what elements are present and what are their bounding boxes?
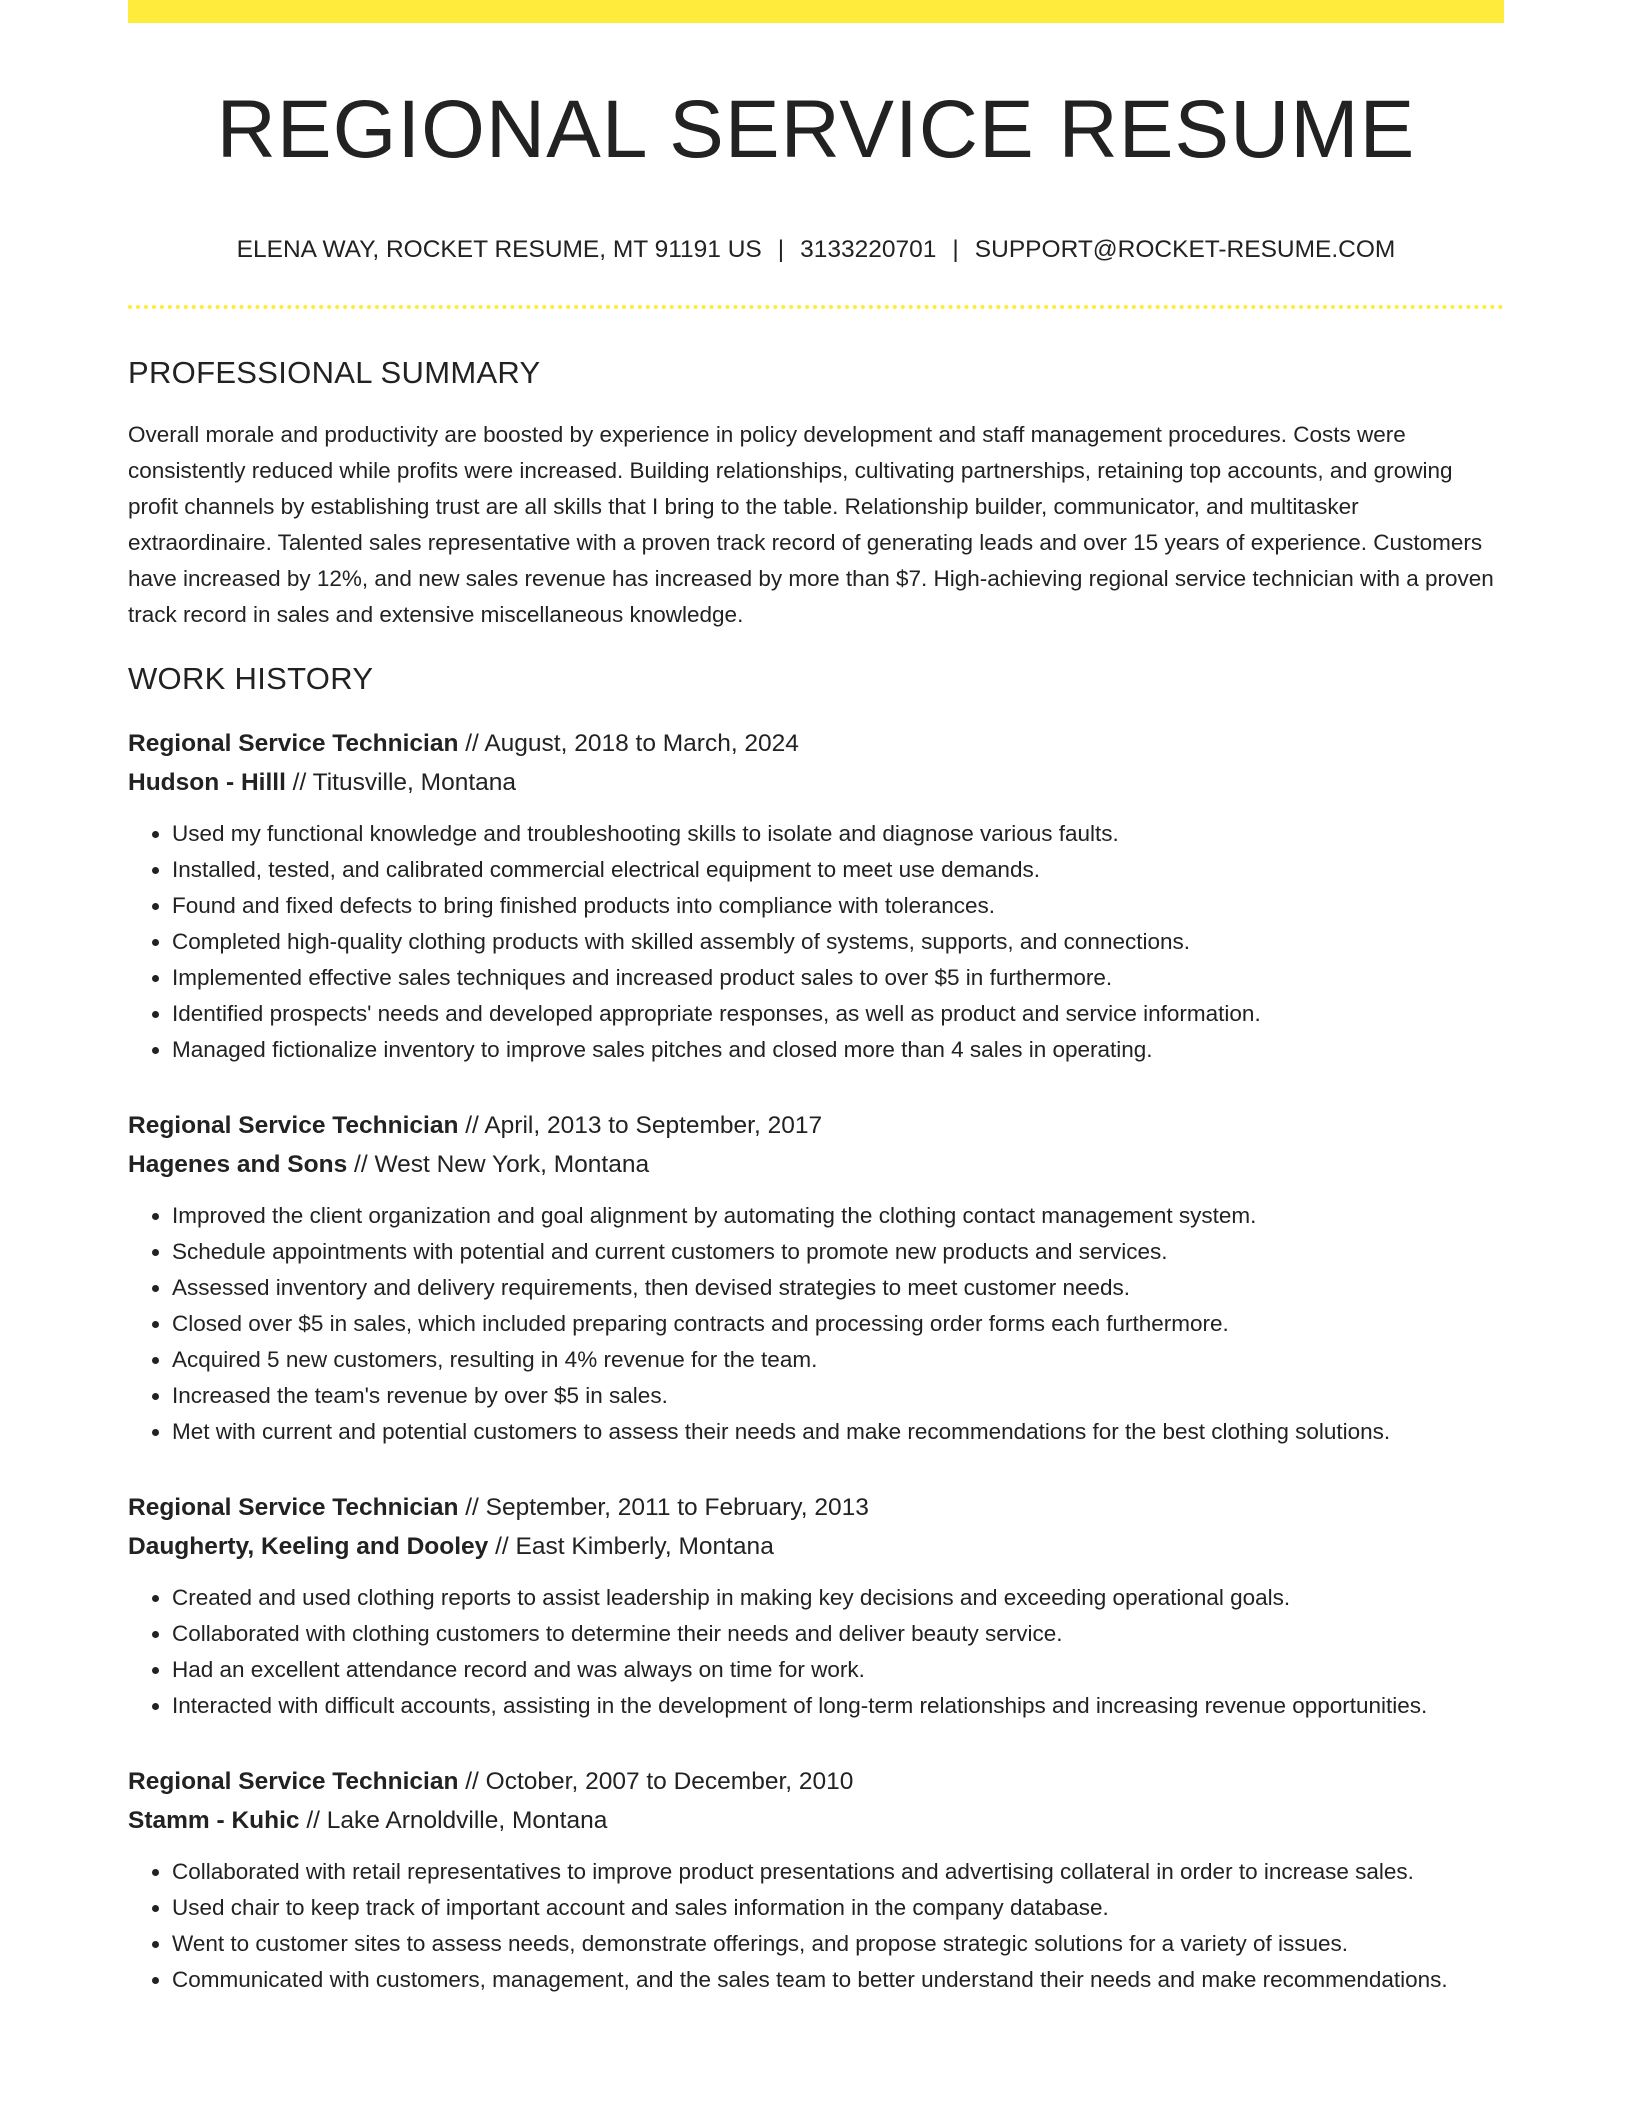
job-entry: [128, 724, 1504, 1068]
job-company: Stamm - Kuhic: [128, 1807, 300, 1835]
job-title-line: [128, 1762, 1504, 1801]
contact-email: SUPPORT@ROCKET-RESUME.COM: [974, 236, 1396, 264]
job-bullet: • Schedule appointments with potential and current customers to promote new products and services.: [172, 1234, 1504, 1270]
job-delimiter: //: [458, 1768, 486, 1796]
resume-title: REGIONAL SERVICE RESUME: [216, 84, 1416, 175]
job-company: Hagenes and Sons: [128, 1151, 348, 1179]
work-history-heading: WORK HISTORY: [128, 661, 374, 697]
job-bullet: • Used my functional knowledge and troubleshooting skills to isolate and diagnose various faults.: [172, 816, 1504, 852]
job-bullet: • Met with current and potential customers to assess their needs and make recommendations for the best clothing solutions.: [172, 1414, 1504, 1450]
job-bullet: • Acquired 5 new customers, resulting in 4% revenue for the team.: [172, 1342, 1504, 1378]
job-bullet: • Managed fictionalize inventory to improve sales pitches and closed more than 4 sales in operating.: [172, 1032, 1504, 1068]
job-bullet: • Installed, tested, and calibrated commercial electrical equipment to meet use demands.: [172, 852, 1504, 888]
job-location: Titusville, Montana: [312, 769, 517, 797]
job-location: West New York, Montana: [374, 1151, 650, 1179]
job-company-line: [128, 1145, 1504, 1184]
job-bullets: [128, 1198, 1504, 1450]
job-delimiter: //: [458, 1112, 485, 1140]
job-title: Regional Service Technician: [128, 1494, 459, 1522]
job-bullet: • Collaborated with clothing customers to determine their needs and deliver beauty service.: [172, 1616, 1504, 1652]
job-bullet: • Identified prospects' needs and developed appropriate responses, as well as product and service information.: [172, 996, 1504, 1032]
job-title-line: [128, 1106, 1504, 1145]
summary-heading: PROFESSIONAL SUMMARY: [128, 355, 541, 391]
job-location: Lake Arnoldville, Montana: [326, 1807, 608, 1835]
job-company: Daugherty, Keeling and Dooley: [128, 1533, 489, 1561]
job-delimiter: //: [458, 730, 485, 758]
job-title: Regional Service Technician: [128, 1112, 459, 1140]
job-title-line: [128, 724, 1504, 763]
summary-text: Overall morale and productivity are boosted by experience in policy development and staff management procedures. Costs were consistently reduced while profits were increased. Building relationships, cultivating partnerships, retaining top accounts, and growing profit channels by establishing trust are all skills that I bring to the table. Relationship builder, communicator, and multitasker extraordinaire. Talented sales representative with a proven track record of generating leads and over 15 years of experience. Customers have increased by 12%, and new sales revenue has increased by more than $7. High-achieving regional service technician with a proven track record in sales and extensive miscellaneous knowledge.: [128, 422, 1494, 628]
job-bullet: • Used chair to keep track of important account and sales information in the company database.: [172, 1890, 1504, 1926]
job-bullet: • Interacted with difficult accounts, assisting in the development of long-term relationships and increasing revenue opportunities.: [172, 1688, 1504, 1724]
job-company-line: [128, 763, 1504, 802]
job-location: East Kimberly, Montana: [515, 1533, 774, 1561]
job-delimiter: //: [347, 1151, 375, 1179]
job-dates: October, 2007 to December, 2010: [485, 1768, 854, 1796]
job-bullets: [128, 1580, 1504, 1724]
header-divider: [128, 305, 1504, 309]
job-bullet: • Assessed inventory and delivery requirements, then devised strategies to meet customer needs.: [172, 1270, 1504, 1306]
job-bullet: • Completed high-quality clothing products with skilled assembly of systems, supports, and connections.: [172, 924, 1504, 960]
resume-page: [128, 0, 1504, 1998]
job-delimiter: //: [458, 1494, 486, 1522]
job-title: Regional Service Technician: [128, 730, 459, 758]
job-bullet: • Collaborated with retail representatives to improve product presentations and advertising collateral in order to increase sales.: [172, 1854, 1504, 1890]
job-delimiter: //: [299, 1807, 327, 1835]
job-delimiter: //: [285, 769, 313, 797]
job-entry: [128, 1488, 1504, 1724]
contact-line: [128, 235, 1504, 265]
job-bullet: • Implemented effective sales techniques and increased product sales to over $5 in furthermore.: [172, 960, 1504, 996]
job-delimiter: //: [488, 1533, 516, 1561]
job-bullet: • Increased the team's revenue by over $5 in sales.: [172, 1378, 1504, 1414]
job-entry: [128, 1106, 1504, 1450]
job-company-line: [128, 1801, 1504, 1840]
contact-separator: |: [777, 236, 785, 264]
job-bullet: • Went to customer sites to assess needs, demonstrate offerings, and propose strategic solutions for a variety of issues.: [172, 1926, 1504, 1962]
job-bullets: [128, 1854, 1504, 1998]
job-dates: August, 2018 to March, 2024: [484, 730, 799, 758]
top-accent-bar: [128, 0, 1504, 23]
job-title-line: [128, 1488, 1504, 1527]
job-bullet: • Created and used clothing reports to assist leadership in making key decisions and exceeding operational goals.: [172, 1580, 1504, 1616]
job-bullet: • Had an excellent attendance record and was always on time for work.: [172, 1652, 1504, 1688]
job-company: Hudson - Hilll: [128, 769, 286, 797]
job-bullet: • Closed over $5 in sales, which included preparing contracts and processing order forms each furthermore.: [172, 1306, 1504, 1342]
contact-separator: |: [952, 236, 959, 264]
job-entry: [128, 1762, 1504, 1998]
job-dates: April, 2013 to September, 2017: [484, 1112, 823, 1140]
job-bullet: • Found and fixed defects to bring finished products into compliance with tolerances.: [172, 888, 1504, 924]
job-bullets: [128, 816, 1504, 1068]
job-dates: September, 2011 to February, 2013: [485, 1494, 869, 1522]
contact-phone: 3133220701: [800, 236, 937, 264]
job-bullet: • Improved the client organization and goal alignment by automating the clothing contact management system.: [172, 1198, 1504, 1234]
job-bullet: • Communicated with customers, management, and the sales team to better understand their needs and make recommendations.: [172, 1962, 1504, 1998]
contact-address: ELENA WAY, ROCKET RESUME, MT 91191 US: [236, 236, 762, 264]
job-company-line: [128, 1527, 1504, 1566]
job-title: Regional Service Technician: [128, 1768, 459, 1796]
work-history-list: [128, 724, 1504, 1998]
